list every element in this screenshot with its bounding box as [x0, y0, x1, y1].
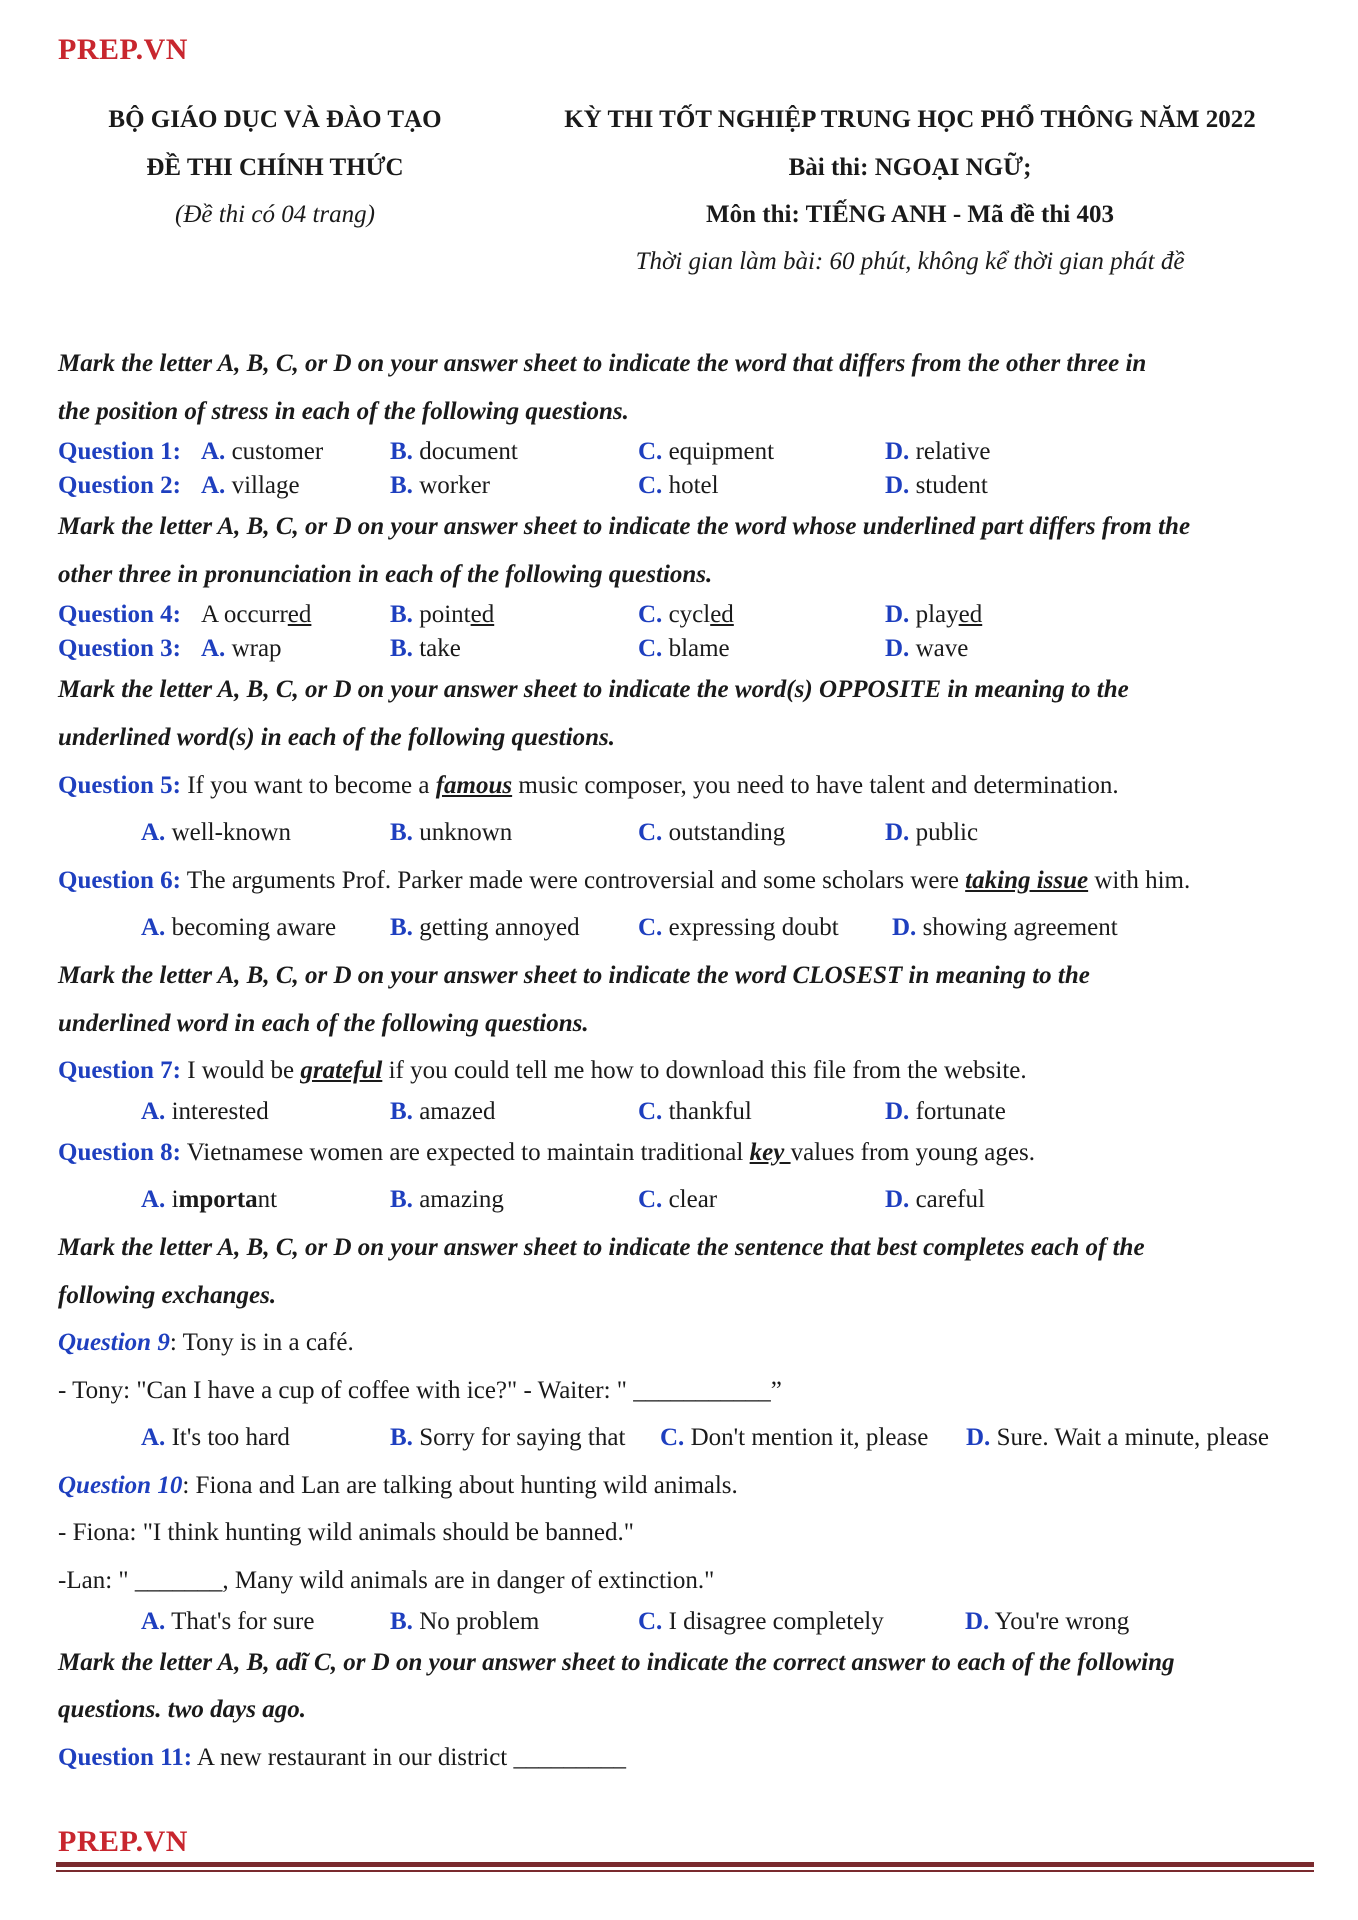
- question-4: [58, 598, 1320, 632]
- section-instruction: underlined word in each of the following questions.: [58, 1009, 589, 1037]
- option-b: B. document: [390, 438, 518, 466]
- section-instruction: Mark the letter A, B, C, or D on your answer sheet to indicate the word(s) OPPOSITE in meaning to the: [58, 676, 1129, 704]
- question-label: Question 2:: [58, 472, 181, 500]
- question-label: Question 9: [58, 1329, 170, 1357]
- option-b: B. getting annoyed: [390, 914, 580, 942]
- question-6-options: [58, 904, 1320, 952]
- exam-title: KỲ THI TỐT NGHIỆP TRUNG HỌC PHỔ THÔNG NĂM 2022: [564, 106, 1256, 133]
- question-5-options: [58, 809, 1320, 857]
- question-8-options: [58, 1176, 1320, 1224]
- question-2: [58, 469, 1320, 503]
- option-b: B. amazing: [390, 1186, 504, 1214]
- underlined-key-word: taking issue: [965, 866, 1089, 894]
- option-d: D. Sure. Wait a minute, please: [966, 1424, 1270, 1452]
- question-9-options: [58, 1414, 1320, 1462]
- section-instruction: Mark the letter A, B, adĩ C, or D on your answer sheet to indicate the correct answer to each of the following: [58, 1648, 1175, 1676]
- option-a: A. That's for sure: [141, 1607, 315, 1635]
- question-6: Question 6: The arguments Prof. Parker made were controversial and some scholars were taking issue with him.: [58, 866, 1191, 894]
- brand-logo-bottom: PREP.VN: [58, 1825, 188, 1858]
- option-d: D. public: [885, 819, 979, 847]
- option-a: A. important: [141, 1186, 278, 1214]
- question-10-options: [58, 1605, 1320, 1639]
- option-a: A. wrap: [201, 635, 282, 663]
- question-7: Question 7: I would be grateful if you could tell me how to download this file from the website.: [58, 1057, 1027, 1085]
- option-d: D. showing agreement: [892, 914, 1118, 942]
- option-c: C. cycled: [638, 601, 734, 629]
- question-10-dialog-2: -Lan: " _______, Many wild animals are in danger of extinction.": [58, 1567, 715, 1595]
- option-a: A. village: [201, 472, 300, 500]
- question-8: Question 8: Vietnamese women are expected to maintain traditional key values from young ages.: [58, 1138, 1035, 1166]
- footer-divider-thin: [56, 1870, 1314, 1872]
- option-c: C. Don't mention it, please: [660, 1424, 929, 1452]
- option-b: B. Sorry for saying that: [390, 1424, 626, 1452]
- question-7-options: [58, 1095, 1320, 1129]
- option-a: A. well-known: [141, 819, 291, 847]
- question-label: Question 1:: [58, 438, 181, 466]
- brand-logo-top: PREP.VN: [58, 33, 188, 66]
- question-label: Question 8:: [58, 1138, 181, 1166]
- option-d: D. You're wrong: [965, 1607, 1130, 1635]
- question-11: Question 11: A new restaurant in our district _________: [58, 1743, 627, 1771]
- question-label: Question 3:: [58, 635, 181, 663]
- section-instruction: Mark the letter A, B, C, or D on your answer sheet to indicate the word whose underlined part differs from the: [58, 513, 1191, 541]
- section-instruction: Mark the letter A, B, C, or D on your answer sheet to indicate the word CLOSEST in meaning to the: [58, 961, 1090, 989]
- option-b: B. unknown: [390, 819, 513, 847]
- exam-code: Môn thi: TIẾNG ANH - Mã đề thi 403: [706, 201, 1114, 228]
- exam-duration: Thời gian làm bài: 60 phút, không kể thời gian phát đề: [635, 248, 1185, 275]
- option-d: D. relative: [885, 438, 991, 466]
- question-1: [58, 435, 1320, 469]
- question-label: Question 10: [58, 1471, 183, 1499]
- underlined-key-word: famous: [435, 771, 513, 799]
- option-d: D. fortunate: [885, 1097, 1006, 1125]
- option-c: C. equipment: [638, 438, 775, 466]
- page-count: (Đề thi có 04 trang): [175, 201, 375, 228]
- option-b: B. pointed: [390, 601, 495, 629]
- option-d: D. wave: [885, 635, 969, 663]
- option-d: D. played: [885, 601, 983, 629]
- question-label: Question 4:: [58, 601, 181, 629]
- option-b: B. take: [390, 635, 461, 663]
- option-b: B. amazed: [390, 1097, 496, 1125]
- question-5: Question 5: If you want to become a famous music composer, you need to have talent and determination.: [58, 771, 1119, 799]
- question-10-dialog-1: - Fiona: "I think hunting wild animals should be banned.": [58, 1519, 634, 1547]
- section-instruction: following exchanges.: [58, 1281, 277, 1309]
- question-label: Question 6:: [58, 866, 181, 894]
- option-c: C. blame: [638, 635, 730, 663]
- question-label: Question 5:: [58, 771, 181, 799]
- option-d: D. careful: [885, 1186, 985, 1214]
- section-instruction: Mark the letter A, B, C, or D on your answer sheet to indicate the word that differs from the other three in: [58, 350, 1147, 377]
- option-a: A. becoming aware: [141, 914, 337, 942]
- option-a: A. interested: [141, 1097, 269, 1125]
- question-label: Question 11:: [58, 1743, 193, 1771]
- option-c: C. hotel: [638, 472, 719, 500]
- option-a: A. customer: [201, 438, 324, 466]
- question-10: Question 10: Fiona and Lan are talking about hunting wild animals.: [58, 1471, 738, 1499]
- option-b: B. worker: [390, 472, 490, 500]
- section-instruction: underlined word(s) in each of the following questions.: [58, 723, 616, 751]
- option-c: C. clear: [638, 1186, 718, 1214]
- question-9: Question 9: Tony is in a café.: [58, 1329, 354, 1357]
- option-c: C. outstanding: [638, 819, 786, 847]
- question-label: Question 7:: [58, 1057, 181, 1085]
- option-c: C. thankful: [638, 1097, 752, 1125]
- option-a: A occurred: [201, 601, 312, 629]
- underlined-key-word: grateful: [300, 1057, 383, 1085]
- question-3: [58, 632, 1320, 666]
- section-instruction: questions. two days ago.: [58, 1696, 306, 1724]
- footer-divider: [56, 1862, 1314, 1867]
- option-d: D. student: [885, 472, 988, 500]
- ministry-name: BỘ GIÁO DỤC VÀ ĐÀO TẠO: [108, 106, 442, 133]
- exam-subject: Bài thi: NGOẠI NGỮ;: [788, 154, 1032, 181]
- exam-content: [58, 340, 1320, 1781]
- exam-status: ĐỀ THI CHÍNH THỨC: [146, 154, 404, 181]
- option-a: A. It's too hard: [141, 1424, 290, 1452]
- section-instruction: the position of stress in each of the following questions.: [58, 397, 629, 425]
- underlined-key-word: key: [749, 1138, 791, 1166]
- question-9-dialog: - Tony: "Can I have a cup of coffee with ice?" - Waiter: " ___________”: [58, 1376, 782, 1404]
- option-c: C. I disagree completely: [638, 1607, 884, 1635]
- option-b: B. No problem: [390, 1607, 540, 1635]
- section-instruction: Mark the letter A, B, C, or D on your answer sheet to indicate the sentence that best completes each of the: [58, 1233, 1145, 1261]
- section-instruction: other three in pronunciation in each of the following questions.: [58, 560, 713, 588]
- option-c: C. expressing doubt: [638, 914, 839, 942]
